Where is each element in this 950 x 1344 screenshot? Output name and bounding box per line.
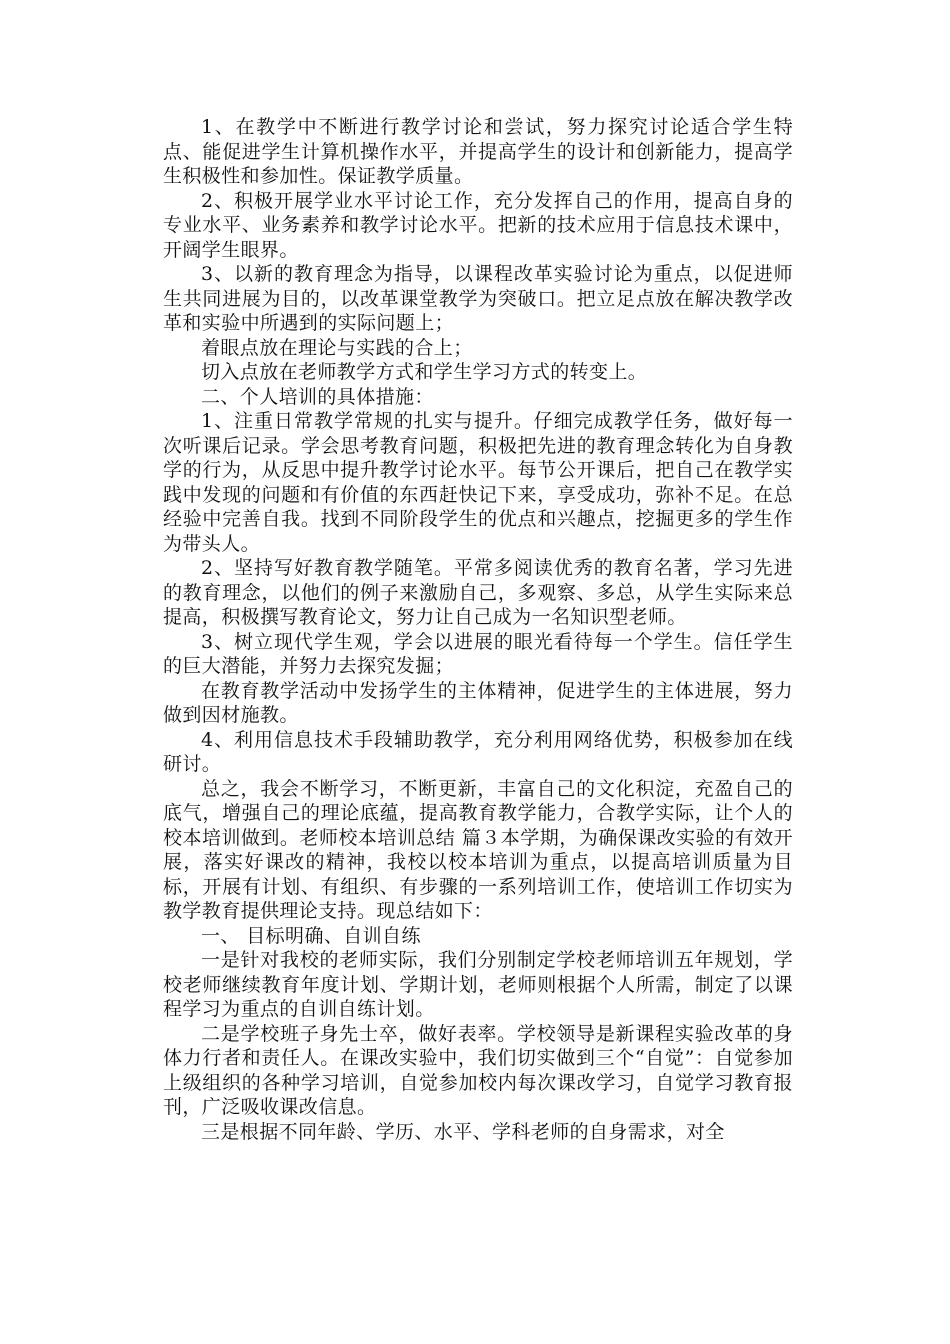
paragraph: 1、在教学中不断进行教学讨论和尝试，努力探究讨论适合学生特点、能促进学生计算机操作水平，并提高学生的设计和创新能力，提高学生积极性和参加性。保证教学质量。 bbox=[163, 116, 793, 187]
paragraph: 4、利用信息技术手段辅助教学，充分利用网络优势，积极参加在线研讨。 bbox=[163, 728, 793, 775]
paragraph: 二是学校班子身先士卒，做好表率。学校领导是新课程实验改革的身体力行者和责任人。在课改实验中，我们切实做到三个“自觉”：自觉参加上级组织的各种学习培训，自觉参加校内每次课改学习，自觉学习教育报刊，广泛吸收课改信息。 bbox=[163, 1022, 793, 1118]
paragraph: 三是根据不同年龄、学历、水平、学科老师的自身需求，对全 bbox=[201, 1120, 725, 1143]
paragraph: 2、坚持写好教育教学随笔。平常多阅读优秀的教育名著，学习先进的教育理念，以他们的例子来激励自己，多观察、多总，从学生实际来总提高，积极撰写教育论文，努力让自己成为一名知识型老师。 bbox=[163, 557, 793, 628]
section-heading: 二、个人培训的具体措施： bbox=[201, 385, 434, 408]
document-body bbox=[163, 115, 793, 1144]
paragraph: 3、树立现代学生观，学会以进展的眼光看待每一个学生。信任学生的巨大潜能，并努力去探究发掘； bbox=[163, 630, 793, 677]
paragraph: 2、积极开展学业水平讨论工作，充分发挥自己的作用，提高自身的专业水平、业务素养和教学讨论水平。把新的技术应用于信息技术课中，开阔学生眼界。 bbox=[163, 189, 793, 261]
paragraph: 1、注重日常教学常规的扎实与提升。仔细完成教学任务，做好每一次听课后记录。学会思考教育问题，积极把先进的教育理念转化为自身教学的行为，从反思中提升教学讨论水平。每节公开课后，把自己在教学实践中发现的问题和有价值的东西赶快记下来，享受成功，弥补不足。在总经验中完善自我。找到不同阶段学生的优点和兴趣点，挖掘更多的学生作为带头人。 bbox=[163, 410, 793, 555]
paragraph: 切入点放在老师教学方式和学生学习方式的转变上。 bbox=[201, 361, 648, 383]
paragraph: 一是针对我校的老师实际，我们分别制定学校老师培训五年规划，学校老师继续教育年度计划、学期计划，老师则根据个人所需，制定了以课程学习为重点的自训自练计划。 bbox=[163, 949, 793, 1020]
paragraph: 着眼点放在理论与实践的合上； bbox=[201, 336, 473, 359]
paragraph: 总之，我会不断学习，不断更新，丰富自己的文化积淀，充盈自己的底气，增强自己的理论底蕴，提高教育教学能力，合教学实际，让个人的校本培训做到。老师校本培训总结 篇３本学期，为确保课改实验的有效开展，落实好课改的精神，我校以校本培训为重点，以提高培训质量为目标，开展有计划、有组织、有步骤的一系列培训工作，使培训工作切实为教学教育提供理论支持。现总结如下： bbox=[163, 777, 793, 922]
paragraph: 在教育教学活动中发扬学生的主体精神，促进学生的主体进展，努力做到因材施教。 bbox=[163, 679, 793, 726]
section-heading: 一、 目标明确、自训自练 bbox=[201, 924, 421, 947]
paragraph: 3、以新的教育理念为指导，以课程改革实验讨论为重点，以促进师生共同进展为目的，以改革课堂教学为突破口。把立足点放在解决教学改革和实验中所遇到的实际问题上； bbox=[163, 263, 793, 334]
